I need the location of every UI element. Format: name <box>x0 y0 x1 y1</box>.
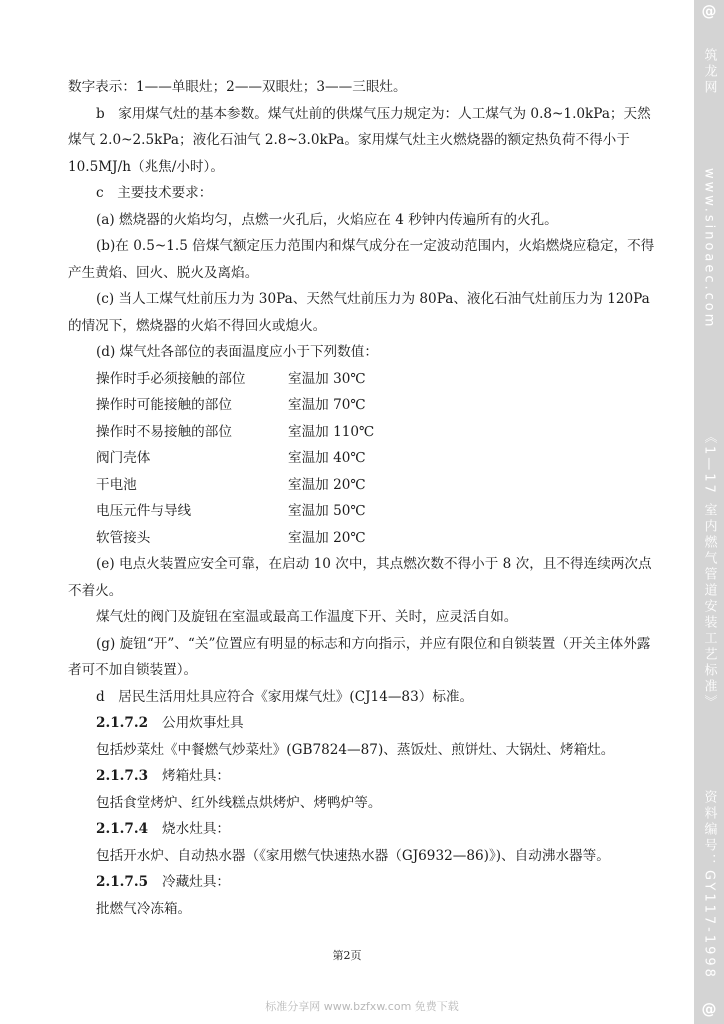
section-heading <box>68 816 660 843</box>
paragraph-standard-reference: d 居民生活用灶具应符合《家用煤气灶》(CJ14—83）标准。 <box>96 688 474 705</box>
table-row <box>68 419 660 446</box>
table-cell-value: 室温加 70℃ <box>288 397 366 413</box>
page-number: 第2页 <box>332 949 362 962</box>
table-row <box>68 366 660 393</box>
table-row <box>68 392 660 419</box>
watermark-text: 标准分享网 www.bzfxw.com 免费下载 <box>265 1000 459 1013</box>
table-cell-part: 阀门壳体 <box>96 450 151 466</box>
sidebar-url: www.sinoaec.com <box>701 168 717 330</box>
paragraph-requirement-f: 煤气灶的阀门及旋钮在室温或最高工作温度下开、关时，应灵活自如。 <box>96 609 518 625</box>
table-cell-part: 操作时手必须接触的部位 <box>96 370 246 387</box>
section-heading <box>68 763 660 790</box>
section-title: 烧水灶具： <box>162 821 231 837</box>
section-number: 2.1.7.2 <box>96 715 149 731</box>
section-title: 烤箱灶具： <box>162 768 231 784</box>
section-number: 2.1.7.5 <box>96 874 149 890</box>
sidebar-doc-title: 《1—17 室内燃气管道安装工艺标准》 <box>701 430 717 711</box>
table-row <box>68 525 660 552</box>
table-cell-part: 软管接头 <box>96 529 151 546</box>
sidebar-doc-code: 资料编号：GY117-1998 <box>701 790 717 980</box>
paragraph-basic-parameters: b 家用煤气灶的基本参数。煤气灶前的供煤气压力规定为：人工煤气为 0.8~1.0kPa；天然煤气 2.0~2.5kPa；液化石油气 2.8~3.0kPa。家用煤气灶主火燃烧器的额定热负荷不得小于 10.5MJ/h（兆焦/小时）。 <box>68 105 651 175</box>
section-body: 批燃气冷冻箱。 <box>96 900 192 917</box>
table-cell-part: 操作时可能接触的部位 <box>96 397 232 413</box>
table-cell-part: 干电池 <box>96 476 137 493</box>
document-body <box>68 74 660 922</box>
paragraph-stove-numbering: 数字表示：1——单眼灶；2——双眼灶；3——三眼灶。 <box>68 79 407 95</box>
table-cell-value: 室温加 30℃ <box>288 370 366 387</box>
table-row <box>68 498 660 525</box>
paragraph-requirement-g: (g) 旋钮“开”、“关”位置应有明显的标志和方向指示，并应有限位和自锁装置（开关主体外露者可不加自锁装置）。 <box>68 635 651 678</box>
section-number: 2.1.7.4 <box>96 821 149 837</box>
table-cell-value: 室温加 40℃ <box>288 450 366 466</box>
table-cell-value: 室温加 20℃ <box>288 529 366 546</box>
table-cell-value: 室温加 110℃ <box>288 423 375 440</box>
section-heading <box>68 869 660 896</box>
table-row <box>68 445 660 472</box>
paragraph-technical-requirements-heading: c 主要技术要求： <box>96 185 213 201</box>
paragraph-requirement-d: (d) 煤气灶各部位的表面温度应小于下列数值： <box>96 344 378 360</box>
sidebar-site-name: 筑龙网 <box>701 48 717 96</box>
sidebar-strip <box>694 0 724 1024</box>
section-heading <box>68 710 660 737</box>
table-cell-value: 室温加 20℃ <box>288 476 366 493</box>
table-row <box>68 472 660 499</box>
at-icon-bottom: @ <box>701 1000 717 1018</box>
section-title: 冷藏灶具： <box>162 874 231 890</box>
table-cell-value: 室温加 50℃ <box>288 503 366 519</box>
section-body: 包括开水炉、自动热水器（《家用燃气快速热水器（GJ6932—86)》)、自动沸水器等。 <box>96 847 610 864</box>
section-number: 2.1.7.3 <box>96 768 149 784</box>
section-body: 包括炒菜灶《中餐燃气炒菜灶》(GB7824—87)、蒸饭灶、煎饼灶、大锅灶、烤箱灶。 <box>96 741 615 758</box>
at-icon-top: @ <box>701 2 717 20</box>
paragraph-requirement-e: (e) 电点火装置应安全可靠，在启动 10 次中，其点燃次数不得小于 8 次，且不得连续两次点不着火。 <box>68 556 652 599</box>
paragraph-requirement-a: (a) 燃烧器的火焰均匀，点燃一火孔后，火焰应在 4 秒钟内传遍所有的火孔。 <box>96 211 558 228</box>
paragraph-requirement-c: (c) 当人工煤气灶前压力为 30Pa、天然气灶前压力为 80Pa、液化石油气灶前压力为 120Pa 的情况下，燃烧器的火焰不得回火或熄火。 <box>68 291 650 334</box>
table-cell-part: 操作时不易接触的部位 <box>96 423 232 440</box>
temperature-table <box>68 366 660 552</box>
section-body: 包括食堂烤炉、红外线糕点烘烤炉、烤鸭炉等。 <box>96 794 382 811</box>
table-cell-part: 电压元件与导线 <box>96 503 192 519</box>
paragraph-requirement-b: (b)在 0.5~1.5 倍煤气额定压力范围内和煤气成分在一定波动范围内，火焰燃烧应稳定，不得产生黄焰、回火、脱火及离焰。 <box>68 238 655 281</box>
section-title: 公用炊事灶具 <box>162 715 244 731</box>
